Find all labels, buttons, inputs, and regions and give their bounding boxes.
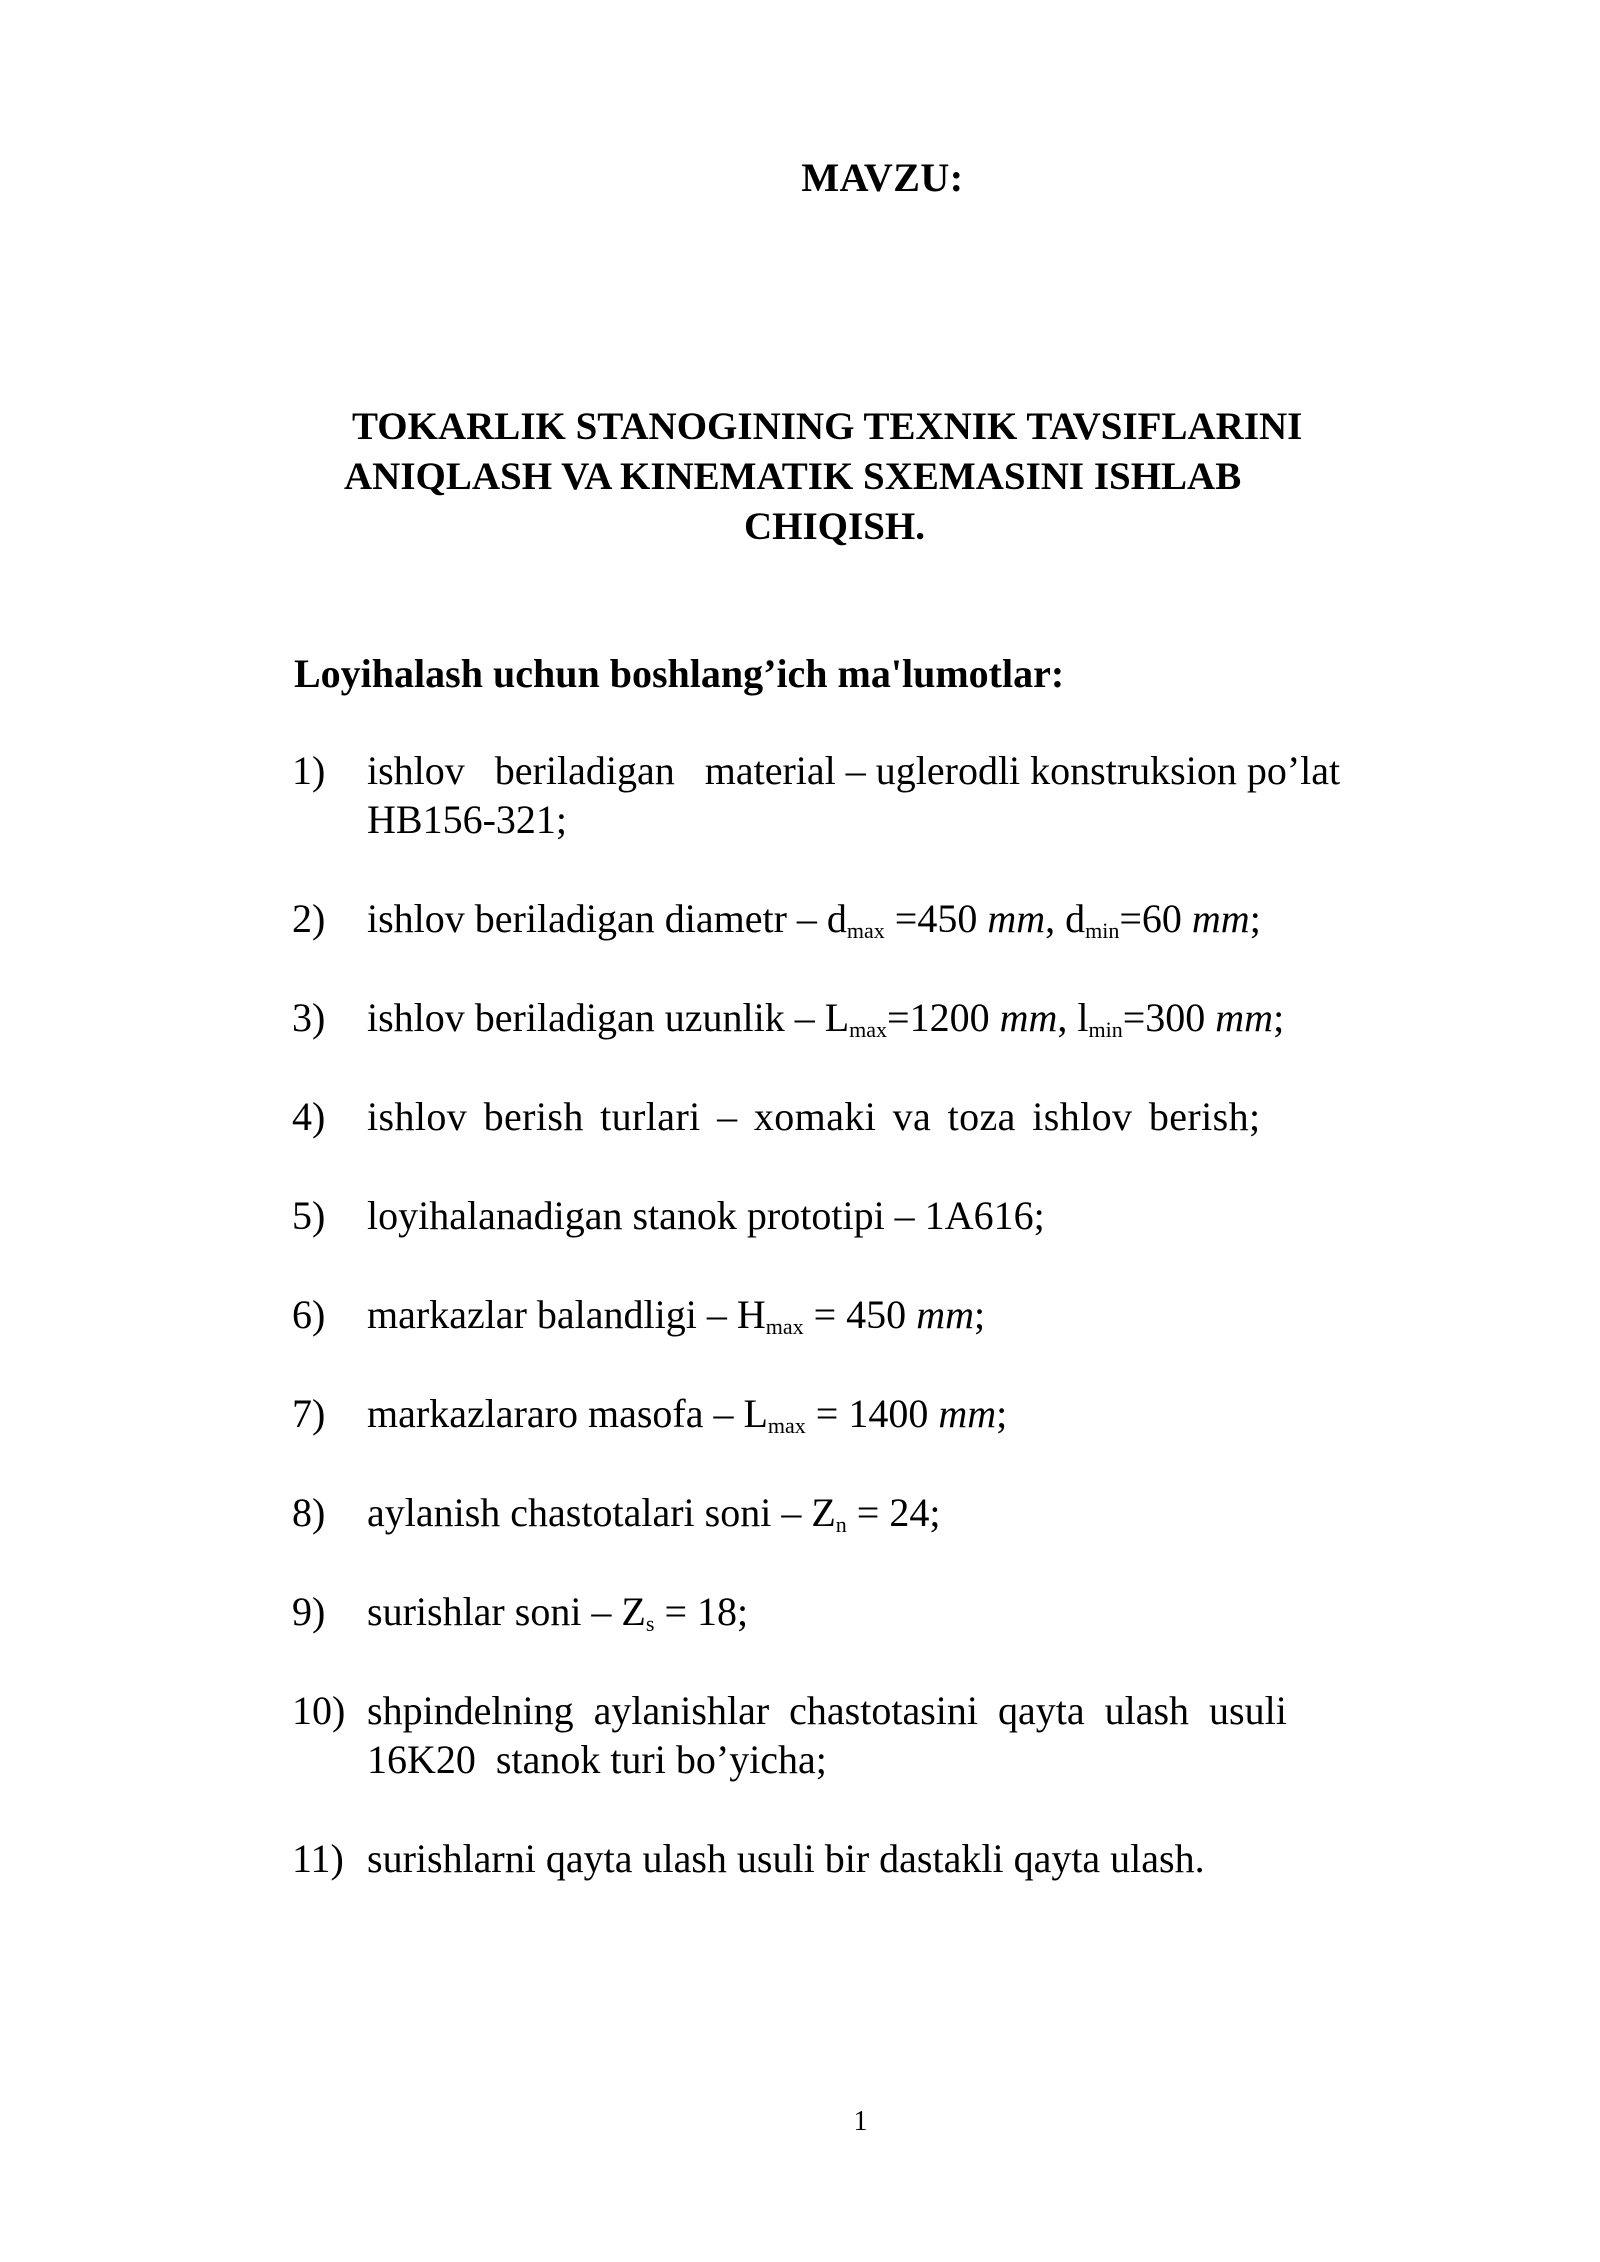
subscript: n [835, 1512, 847, 1537]
list-item-value: =1200 [887, 995, 1000, 1040]
topic-label: MAVZU: [801, 155, 964, 200]
subscript: max [846, 918, 885, 943]
list-item [292, 1092, 1412, 1141]
list-item-number: 11) [292, 1836, 344, 1881]
list-item-value: = 18; [654, 1589, 749, 1634]
unit: mm [916, 1292, 974, 1337]
list-item-text-continued: HB156-321; [367, 797, 567, 842]
unit: mm [999, 995, 1058, 1040]
list-item-number: 8) [292, 1490, 326, 1535]
list-item-text: surishlarni qayta ulash usuli bir dastakli qayta ulash. [367, 1836, 1205, 1881]
list-item-text: markazlar balandligi – H [367, 1292, 766, 1337]
subscript: max [767, 1413, 806, 1438]
punctuation: ; [1273, 995, 1285, 1040]
subscript: max [765, 1314, 804, 1339]
list-item [292, 1686, 1412, 1784]
list-item-text: shpindelning aylanishlar chastotasini qayta ulash usuli [367, 1688, 1287, 1733]
punctuation: ; [996, 1391, 1008, 1436]
list-item-text: , d [1045, 896, 1086, 941]
list-item [292, 1587, 1412, 1636]
list-item-number: 4) [292, 1094, 326, 1139]
punctuation: ; [1249, 896, 1261, 941]
list-item-value: = 450 [803, 1292, 917, 1337]
title-line-1: TOKARLIK STANOGINING TEXNIK TAVSIFLARINI [352, 405, 1303, 448]
list-item-text: ishlov beriladigan material – uglerodli konstruksion po’lat [367, 748, 1341, 793]
unit: mm [1215, 995, 1274, 1040]
list-item-value: =300 [1122, 995, 1216, 1040]
list-item [292, 1834, 1412, 1883]
list-item [292, 746, 1412, 844]
list-item-number: 3) [292, 995, 326, 1040]
document-title [340, 402, 1420, 552]
list-item-text: loyihalanadigan stanok prototipi – 1A616; [367, 1193, 1045, 1238]
list-item-value: =450 [884, 896, 988, 941]
list-item [292, 993, 1412, 1042]
page-number: 1 [853, 2106, 868, 2137]
subscript: min [1085, 918, 1120, 943]
list-item [292, 1290, 1412, 1339]
list-item [292, 1191, 1412, 1240]
title-line-2: ANIQLASH VA KINEMATIK SXEMASINI ISHLAB [344, 455, 1242, 498]
list-item-number: 6) [292, 1292, 326, 1337]
list-item-text: aylanish chastotalari soni – Z [367, 1490, 836, 1535]
list-item-text-continued: 16K20 stanok turi bo’yicha; [367, 1737, 827, 1782]
list-item-text: markazlararo masofa – L [367, 1391, 768, 1436]
list-item-text: surishlar soni – Z [367, 1589, 646, 1634]
list-item-text: ishlov beriladigan diametr – d [367, 896, 847, 941]
initial-data-list [292, 746, 1412, 1933]
punctuation: ; [973, 1292, 986, 1337]
list-item [292, 1389, 1412, 1438]
list-item [292, 894, 1412, 943]
list-item-number: 7) [292, 1391, 326, 1436]
list-item-text: ishlov beriladigan uzunlik – L [367, 995, 850, 1040]
list-item-number: 5) [292, 1193, 326, 1238]
list-item-number: 9) [292, 1589, 326, 1634]
subscript: s [645, 1611, 655, 1636]
list-item [292, 1488, 1412, 1537]
list-item-value: =60 [1119, 896, 1192, 941]
subscript: max [849, 1017, 888, 1042]
title-line-3: CHIQISH. [744, 505, 925, 548]
list-item-text: , l [1057, 995, 1089, 1040]
unit: mm [1191, 896, 1250, 941]
list-item-value: = 24; [846, 1490, 941, 1535]
unit: mm [938, 1391, 997, 1436]
subscript: min [1088, 1017, 1123, 1042]
list-item-number: 2) [292, 896, 326, 941]
section-heading: Loyihalash uchun boshlang’ich ma'lumotlar: [294, 651, 1065, 696]
unit: mm [987, 896, 1046, 941]
list-item-text: ishlov berish turlari – xomaki va toza ishlov berish; [367, 1094, 1261, 1139]
list-item-number: 10) [292, 1688, 346, 1733]
list-item-number: 1) [292, 748, 326, 793]
list-item-value: = 1400 [805, 1391, 939, 1436]
